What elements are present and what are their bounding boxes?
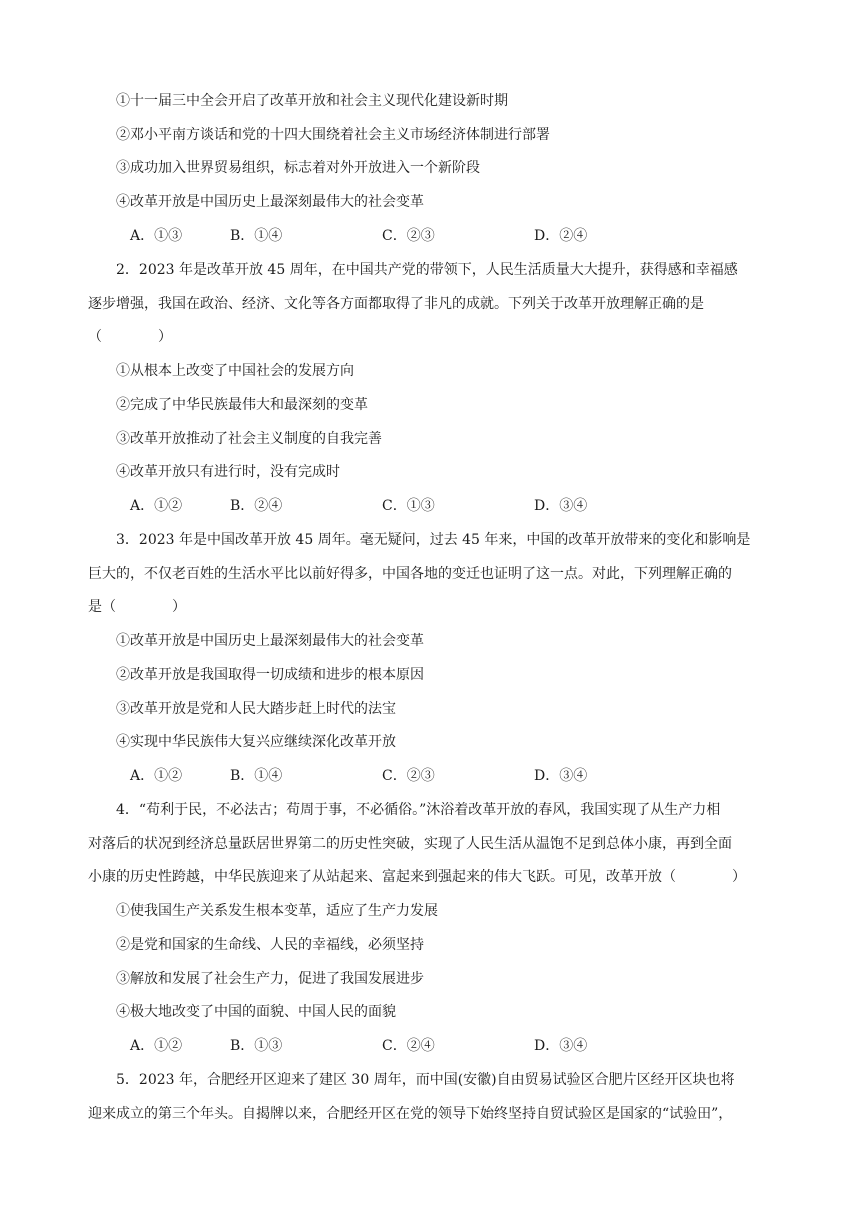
q1-choice-c: C．②③ <box>382 228 435 244</box>
q1-option-3: ③成功加入世界贸易组织，标志着对外开放进入一个新阶段 <box>116 160 480 176</box>
q3-stem-line-3: 是（ ） <box>88 599 186 615</box>
q3-choice-c: C．②③ <box>382 768 435 784</box>
q1-option-4: ④改革开放是中国历史上最深刻最伟大的社会变革 <box>116 194 424 210</box>
q4-stem-line-3: 小康的历史性跨越，中华民族迎来了从站起来、富起来到强起来的伟大飞跃。可见，改革开放（ ） <box>88 869 746 885</box>
q2-answer-blank: （ ） <box>88 329 172 345</box>
q4-choice-d: D．③④ <box>534 1038 588 1054</box>
q3-option-2: ②改革开放是我国取得一切成绩和进步的根本原因 <box>116 667 424 683</box>
q2-choice-b: B．②④ <box>230 498 283 514</box>
q5-stem-line-2: 迎来成立的第三个年头。自揭牌以来，合肥经开区在党的领导下始终坚持自贸试验区是国家的“试验田”， <box>88 1106 733 1122</box>
q3-choices <box>130 766 690 786</box>
q2-option-4: ④改革开放只有进行时，没有完成时 <box>116 464 340 480</box>
q2-choice-a: A．①② <box>130 498 183 514</box>
q2-stem-line-2: 逐步增强，我国在政治、经济、文化等各方面都取得了非凡的成就。下列关于改革开放理解正确的是 <box>88 296 704 312</box>
q1-option-2: ②邓小平南方谈话和党的十四大围绕着社会主义市场经济体制进行部署 <box>116 127 550 143</box>
q3-option-1: ①改革开放是中国历史上最深刻最伟大的社会变革 <box>116 633 424 649</box>
q2-choices <box>130 496 690 516</box>
q2-choice-d: D．③④ <box>534 498 588 514</box>
q4-option-3: ③解放和发展了社会生产力，促进了我国发展进步 <box>116 971 424 987</box>
q3-choice-d: D．③④ <box>534 768 588 784</box>
q2-choice-c: C．①③ <box>382 498 435 514</box>
q3-choice-a: A．①② <box>130 768 183 784</box>
q2-option-3: ③改革开放推动了社会主义制度的自我完善 <box>116 431 382 447</box>
q4-stem-line-1: 4．“苟利于民，不必法古；苟周于事，不必循俗。”沐浴着改革开放的春风，我国实现了从生产力相 <box>116 802 721 818</box>
q4-choices <box>130 1036 690 1056</box>
q4-option-1: ①使我国生产关系发生根本变革，适应了生产力发展 <box>116 903 438 919</box>
q3-stem-line-2: 巨大的，不仅老百姓的生活水平比以前好得多，中国各地的变迁也证明了这一点。对此，下列理解正确的 <box>88 566 732 582</box>
q1-choice-a: A．①③ <box>130 228 183 244</box>
q1-choice-d: D．②④ <box>534 228 588 244</box>
q4-choice-a: A．①② <box>130 1038 183 1054</box>
q4-choice-c: C．②④ <box>382 1038 435 1054</box>
q5-stem-line-1: 5．2023 年，合肥经开区迎来了建区 30 周年，而中国(安徽)自由贸易试验区合肥片区经开区块也将 <box>116 1072 735 1088</box>
q4-option-4: ④极大地改变了中国的面貌、中国人民的面貌 <box>116 1004 396 1020</box>
q2-option-1: ①从根本上改变了中国社会的发展方向 <box>116 363 354 379</box>
q4-choice-b: B．①③ <box>230 1038 283 1054</box>
q2-option-2: ②完成了中华民族最伟大和最深刻的变革 <box>116 397 368 413</box>
q1-choice-b: B．①④ <box>230 228 283 244</box>
q1-option-1: ①十一届三中全会开启了改革开放和社会主义现代化建设新时期 <box>116 93 508 109</box>
q4-option-2: ②是党和国家的生命线、人民的幸福线，必须坚持 <box>116 937 424 953</box>
q3-option-4: ④实现中华民族伟大复兴应继续深化改革开放 <box>116 734 396 750</box>
q2-stem-line-1: 2．2023 年是改革开放 45 周年，在中国共产党的带领下，人民生活质量大大提升，获得感和幸福感 <box>116 262 738 278</box>
q3-choice-b: B．①④ <box>230 768 283 784</box>
q3-option-3: ③改革开放是党和人民大踏步赶上时代的法宝 <box>116 701 396 717</box>
q1-choices <box>130 226 690 246</box>
q3-stem-line-1: 3．2023 年是中国改革开放 45 周年。毫无疑问，过去 45 年来，中国的改革开放带来的变化和影响是 <box>116 532 751 548</box>
q4-stem-line-2: 对落后的状况到经济总量跃居世界第二的历史性突破，实现了人民生活从温饱不足到总体小康，再到全面 <box>88 836 732 852</box>
